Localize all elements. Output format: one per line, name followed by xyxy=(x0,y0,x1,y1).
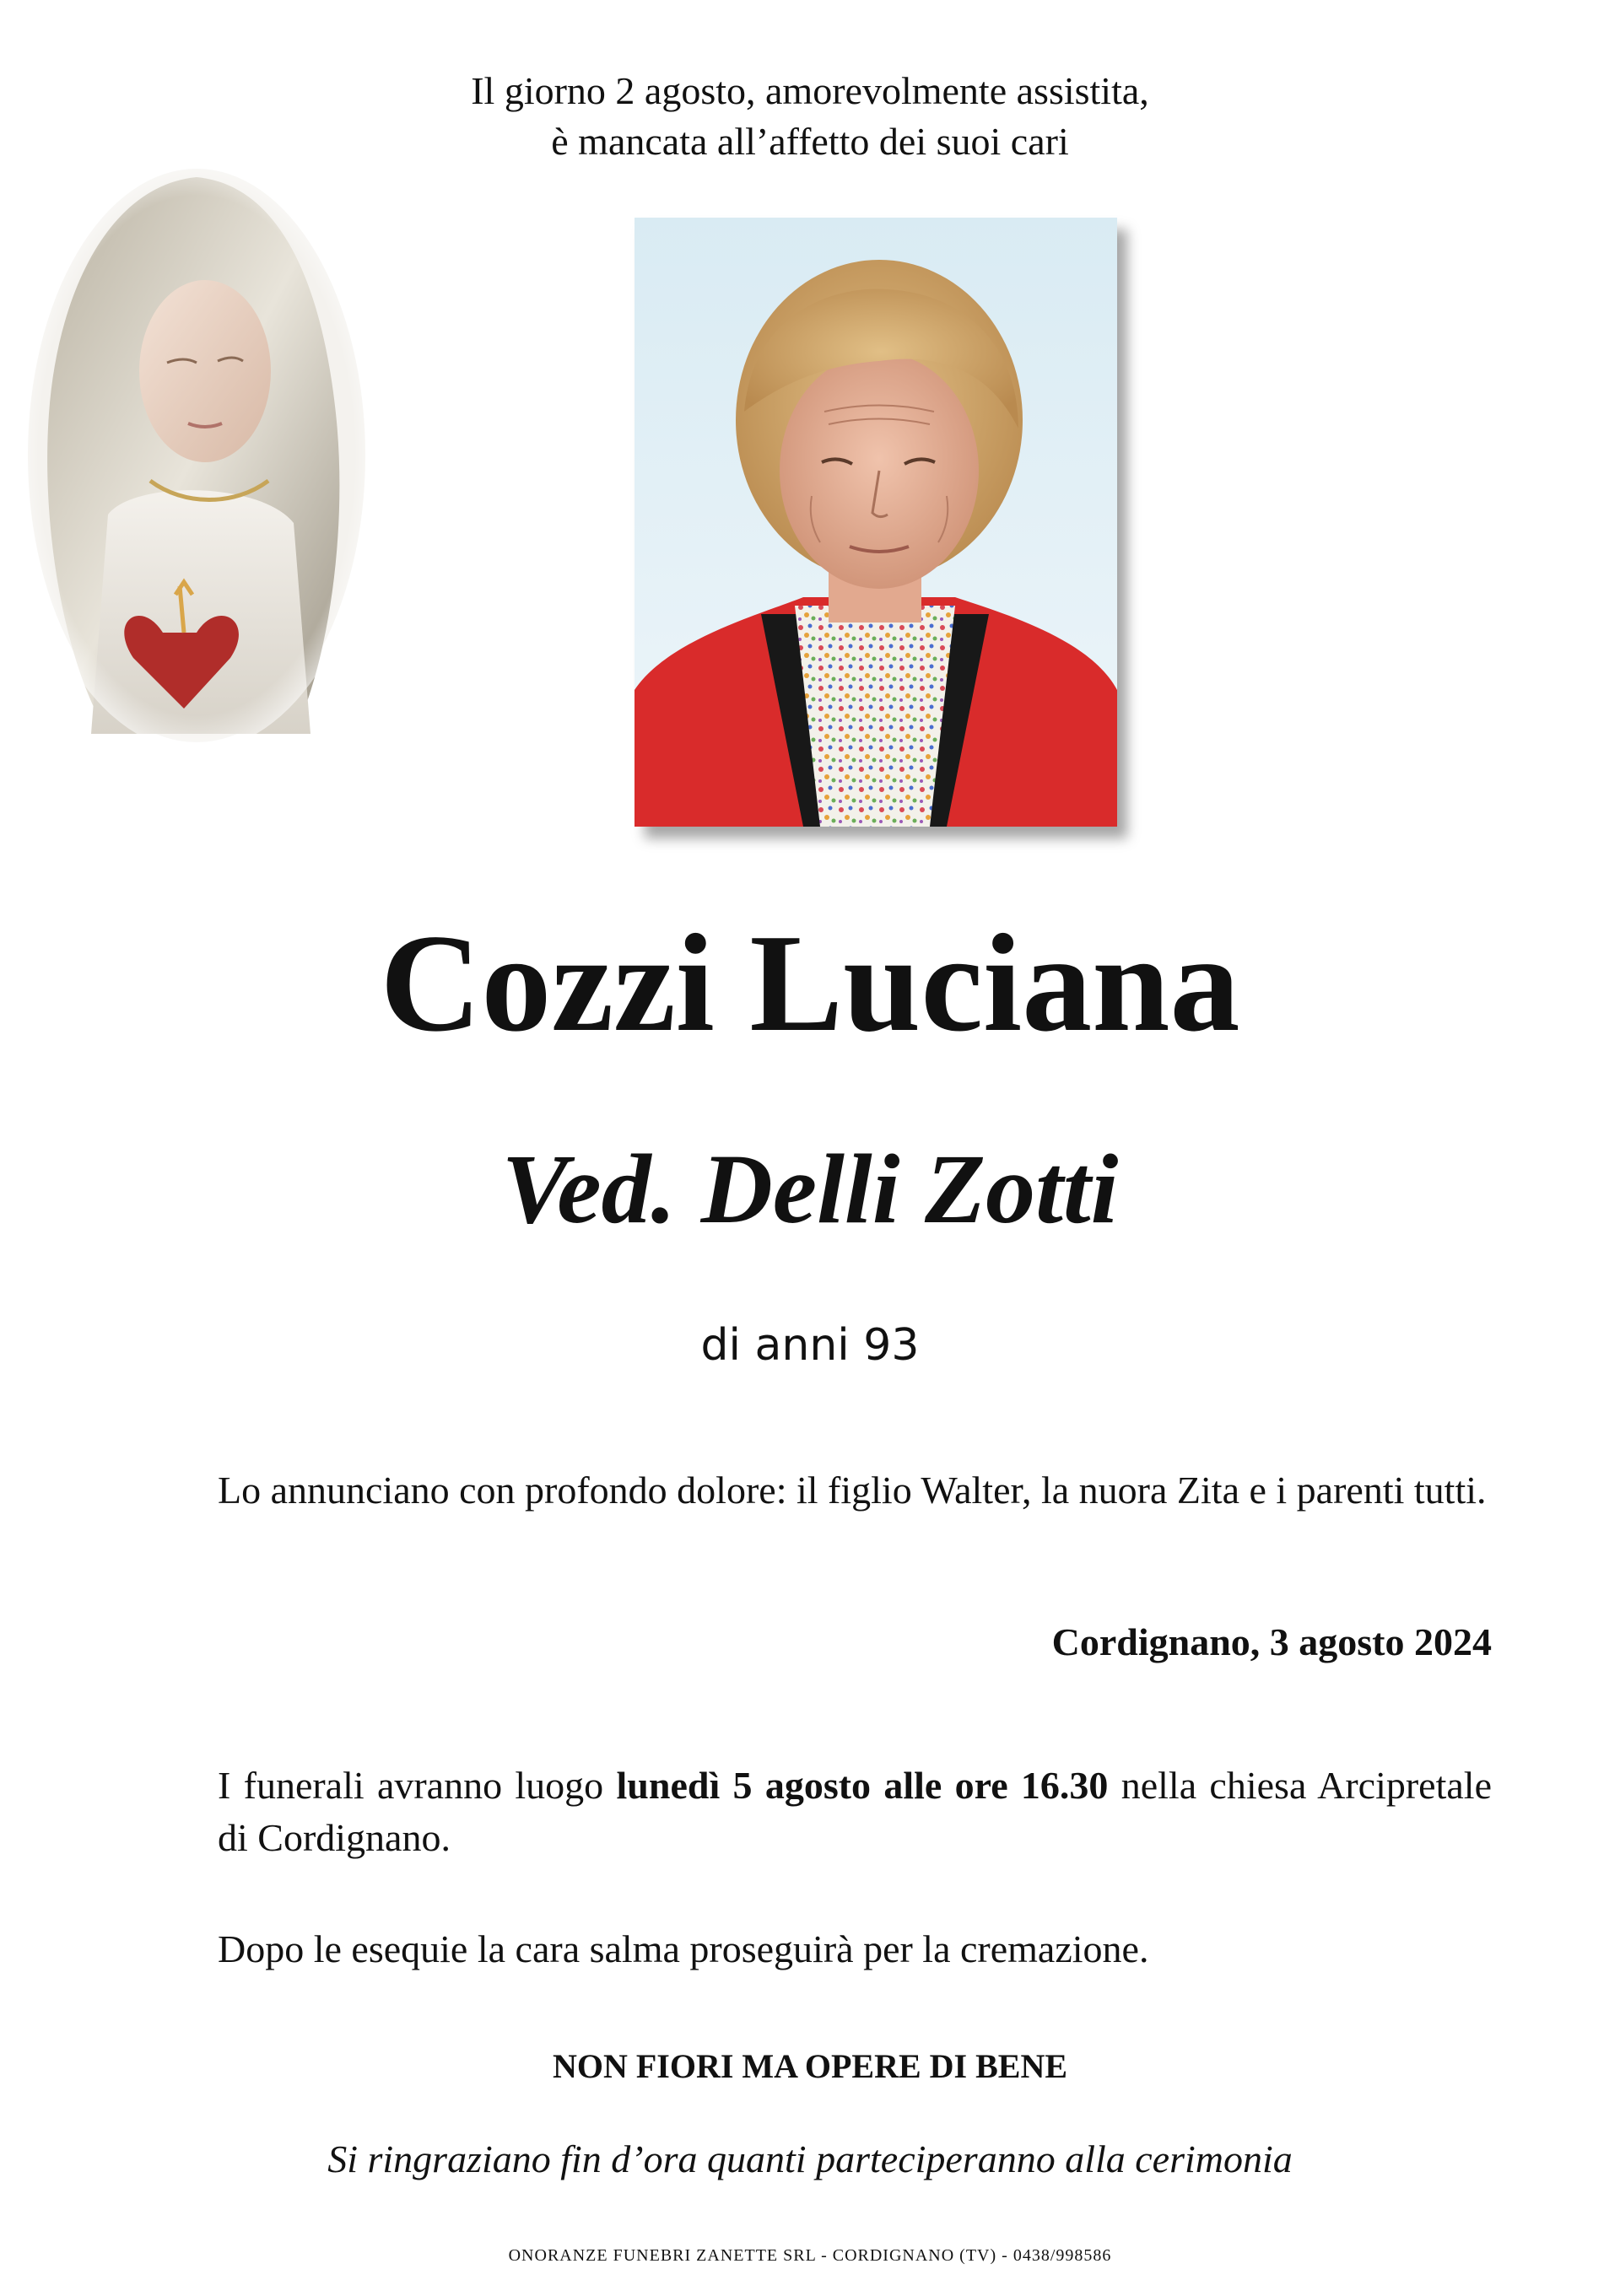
widow-of: Ved. Delli Zotti xyxy=(501,1134,1119,1244)
funeral-prefix: I funerali avranno luogo xyxy=(218,1764,617,1807)
thanks-text: Si ringraziano fin d’ora quanti parteciperanno alla cerimonia xyxy=(327,2137,1293,2180)
funeral-suffix: nella chiesa Arcipretale di Cordignano. xyxy=(218,1764,1492,1859)
intro-line-2: è mancata all’affetto dei suoi cari xyxy=(551,120,1069,163)
place-date: Cordignano, 3 agosto 2024 xyxy=(1051,1620,1492,1663)
intro-text xyxy=(0,66,1620,167)
portrait-photo xyxy=(634,218,1117,827)
funeral-when: lunedì 5 agosto alle ore 16.30 xyxy=(616,1764,1109,1807)
age-text: di anni 93 xyxy=(700,1320,920,1371)
madonna-image xyxy=(15,160,378,751)
footer-text: ONORANZE FUNEBRI ZANETTE SRL - CORDIGNANO (TV) - 0438/998586 xyxy=(508,2246,1112,2265)
intro-line-1: Il giorno 2 agosto, amorevolmente assistita, xyxy=(471,69,1149,112)
cremation-text: Dopo le esequie la cara salma proseguirà per la cremazione. xyxy=(218,1927,1149,1970)
funeral-text xyxy=(218,1760,1492,1864)
announcement-text: Lo annunciano con profondo dolore: il figlio Walter, la nuora Zita e i parenti tutti. xyxy=(218,1469,1487,1512)
closing-text: NON FIORI MA OPERE DI BENE xyxy=(552,2047,1068,2085)
deceased-name: Cozzi Luciana xyxy=(380,905,1240,1060)
